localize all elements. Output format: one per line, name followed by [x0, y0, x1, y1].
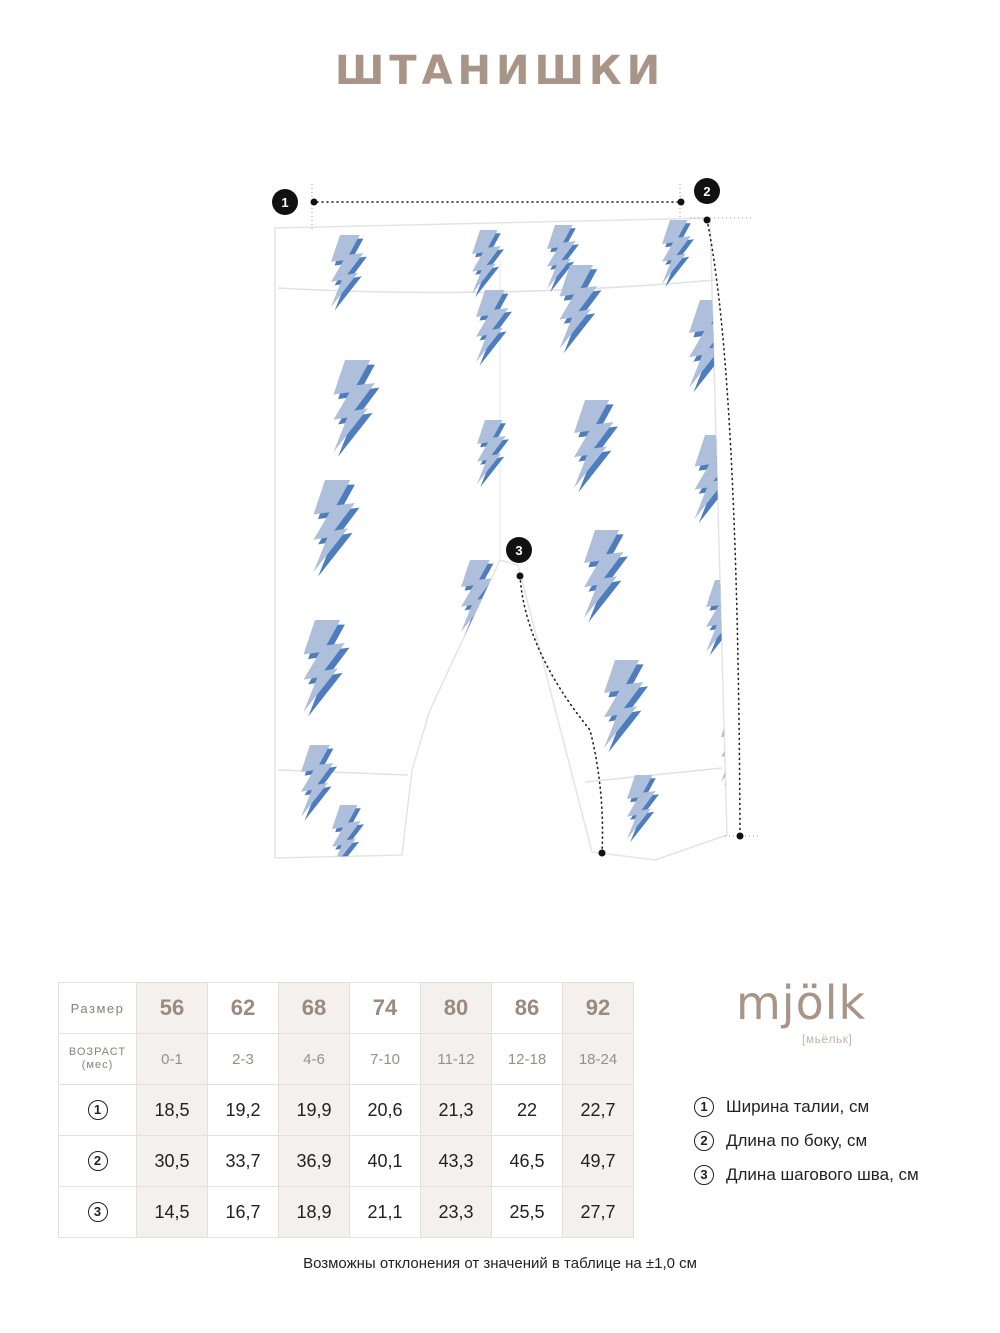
- measure-cell: 19,2: [208, 1085, 279, 1136]
- age-cell: 12-18: [492, 1034, 563, 1085]
- size-cell: 56: [137, 983, 208, 1034]
- measurement-legend: [694, 1090, 919, 1192]
- marker-3-badge: 3: [694, 1165, 714, 1185]
- marker-2-badge: 2: [694, 1131, 714, 1151]
- marker-3-badge: 3: [88, 1202, 108, 1222]
- age-unit: (мес): [81, 1059, 114, 1071]
- measure-cell: 46,5: [492, 1136, 563, 1187]
- measure-cell: 27,7: [563, 1187, 634, 1238]
- legend-text: Ширина талии, см: [726, 1097, 870, 1116]
- svg-text:1: 1: [281, 195, 289, 210]
- measure-cell: 18,5: [137, 1085, 208, 1136]
- measure-cell: 33,7: [208, 1136, 279, 1187]
- brand-logo: [736, 976, 866, 1051]
- size-cell: 68: [279, 983, 350, 1034]
- legend-item: [694, 1090, 919, 1124]
- table-row-side-length: [59, 1136, 634, 1187]
- pants-illustration: [260, 170, 760, 870]
- size-cell: 74: [350, 983, 421, 1034]
- age-cell: 2-3: [208, 1034, 279, 1085]
- measure-cell: 19,9: [279, 1085, 350, 1136]
- measure-cell: 22: [492, 1085, 563, 1136]
- size-cell: 86: [492, 983, 563, 1034]
- marker-2-badge: 2: [88, 1151, 108, 1171]
- marker-1-badge: 1: [88, 1100, 108, 1120]
- table-row-waist: [59, 1085, 634, 1136]
- measure-cell: 21,1: [350, 1187, 421, 1238]
- measure-cell: 36,9: [279, 1136, 350, 1187]
- legend-item: [694, 1124, 919, 1158]
- measure-cell: 40,1: [350, 1136, 421, 1187]
- tolerance-note: Возможны отклонения от значений в таблице на ±1,0 см: [303, 1255, 697, 1272]
- marker-1-badge: 1: [694, 1097, 714, 1117]
- measure-cell: 23,3: [421, 1187, 492, 1238]
- table-row-inseam: [59, 1187, 634, 1238]
- age-row-header: [59, 1034, 137, 1085]
- size-cell: 62: [208, 983, 279, 1034]
- legend-text: Длина шагового шва, см: [726, 1165, 919, 1184]
- measure-cell: 30,5: [137, 1136, 208, 1187]
- age-cell: 18-24: [563, 1034, 634, 1085]
- legend-item: [694, 1158, 919, 1192]
- measure-cell: 43,3: [421, 1136, 492, 1187]
- page-title: ШТАНИШКИ: [334, 48, 666, 94]
- measure-cell: 18,9: [279, 1187, 350, 1238]
- marker-2: [694, 178, 720, 204]
- size-cell: 80: [421, 983, 492, 1034]
- age-cell: 0-1: [137, 1034, 208, 1085]
- measure-cell: 22,7: [563, 1085, 634, 1136]
- age-cell: 11-12: [421, 1034, 492, 1085]
- svg-text:2: 2: [703, 184, 711, 199]
- row-marker-cell: [59, 1085, 137, 1136]
- table-row-size: [59, 983, 634, 1034]
- table-row-age: [59, 1034, 634, 1085]
- svg-text:3: 3: [515, 543, 523, 558]
- measure-cell: 14,5: [137, 1187, 208, 1238]
- age-label: ВОЗРАСТ: [68, 1046, 127, 1058]
- row-marker-cell: [59, 1136, 137, 1187]
- marker-3: [506, 537, 532, 563]
- legend-text: Длина по боку, см: [726, 1131, 868, 1150]
- brand-transcription: [мьёльк]: [802, 1032, 853, 1046]
- measure-cell: 21,3: [421, 1085, 492, 1136]
- age-cell: 7-10: [350, 1034, 421, 1085]
- row-marker-cell: [59, 1187, 137, 1238]
- size-table: [58, 982, 634, 1238]
- measure-cell: 16,7: [208, 1187, 279, 1238]
- size-cell: 92: [563, 983, 634, 1034]
- size-row-header: Размер: [59, 983, 137, 1034]
- measure-cell: 25,5: [492, 1187, 563, 1238]
- brand-name: mjölk: [736, 976, 867, 1030]
- marker-1: [272, 189, 298, 215]
- age-cell: 4-6: [279, 1034, 350, 1085]
- measure-cell: 49,7: [563, 1136, 634, 1187]
- measure-cell: 20,6: [350, 1085, 421, 1136]
